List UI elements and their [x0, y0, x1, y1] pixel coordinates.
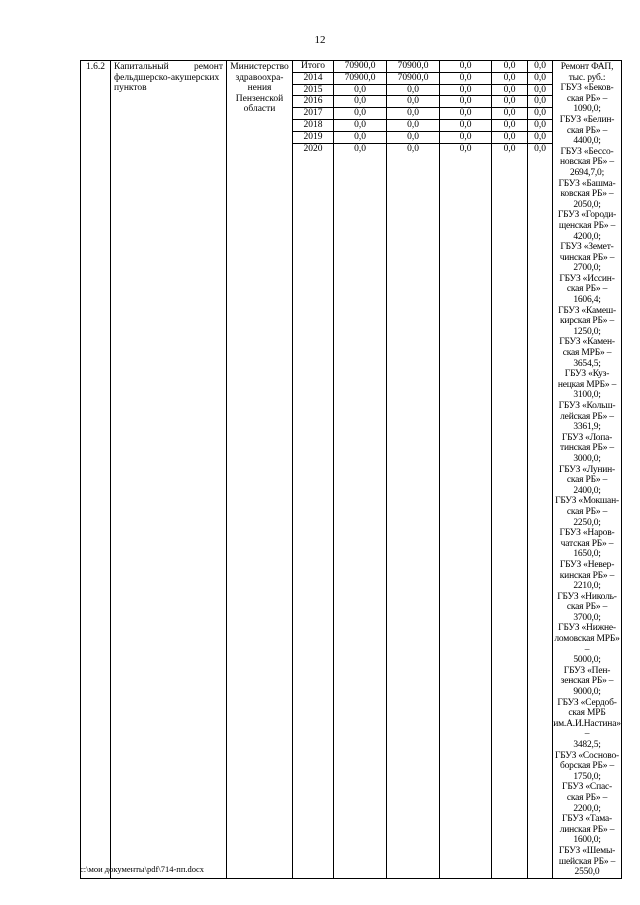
note-line: зенская РБ» – — [560, 676, 614, 687]
note-line: ская РБ» – — [566, 284, 608, 295]
federal-cell: 0,0 — [387, 132, 439, 144]
years-cell: 2018 — [293, 120, 333, 132]
local-cell: 0,0 — [492, 120, 527, 132]
years-cell: 2016 — [293, 96, 333, 108]
note-line: ГБУЗ «Николь- — [557, 591, 617, 602]
federal-column — [387, 61, 440, 879]
note-line: ГБУЗ «Кольш- — [558, 401, 616, 411]
note-line: 5000,0; — [573, 655, 601, 666]
other-cell: 0,0 — [534, 143, 546, 154]
other-cell: 0,0 — [528, 61, 552, 73]
note-line: ская РБ» – — [566, 475, 608, 486]
years-cell: 2019 — [293, 132, 333, 144]
note-line: ГБУЗ «Лопа- — [561, 432, 613, 443]
note-line: ская МРБ — [568, 708, 606, 719]
note-list — [553, 62, 621, 878]
note-line: ская РБ» – — [566, 792, 608, 803]
note-line: 2694,7,0; — [569, 167, 605, 178]
note-line: Ремонт ФАП, — [560, 62, 614, 72]
note-line: чинская РБ» – — [559, 252, 615, 263]
note-line: ГБУЗ «Камеш- — [558, 305, 616, 316]
other-column — [528, 61, 553, 879]
other-cell: 0,0 — [528, 85, 552, 97]
note-line: ГБУЗ «Земет- — [560, 242, 614, 253]
note-line: ская МРБ» – — [562, 348, 612, 359]
note-line: кинская РБ» – — [559, 570, 615, 581]
note-line: 3482,5; — [573, 740, 601, 750]
total-cell: 70900,0 — [334, 61, 386, 73]
note-line: нецкая МРБ» – — [557, 379, 617, 390]
regional-cell: 0,0 — [440, 108, 491, 120]
note-line: ковская РБ» – — [560, 189, 614, 200]
regional-cell: 0,0 — [459, 143, 472, 154]
local-cell: 0,0 — [492, 108, 527, 120]
regional-cell: 0,0 — [440, 61, 491, 73]
total-cell: 0,0 — [334, 96, 386, 108]
note-line: чатская РБ» – — [560, 538, 614, 549]
regional-cell: 0,0 — [440, 73, 491, 85]
note-line: 2550,0 — [574, 867, 600, 878]
other-cell: 0,0 — [528, 73, 552, 85]
note-line: ГБУЗ «Тама- — [561, 814, 612, 825]
total-cell: 0,0 — [334, 132, 386, 144]
local-column — [492, 61, 528, 879]
note-line: 1650,0; — [573, 549, 601, 560]
note-line: 1250,0; — [573, 326, 601, 337]
years-cell: 2020 — [303, 143, 323, 154]
local-cell: 0,0 — [492, 85, 527, 97]
note-line: ская РБ» – — [566, 506, 608, 517]
years-cell: 2015 — [293, 85, 333, 97]
regional-column — [440, 61, 492, 879]
note-line: борская РБ» – — [560, 761, 614, 772]
federal-cell: 0,0 — [387, 96, 439, 108]
note-line: 2250,0; — [573, 517, 601, 528]
note-line: 1600,0; — [573, 835, 601, 846]
total-column — [334, 61, 387, 879]
local-cell: 0,0 — [492, 61, 527, 73]
local-cell: 0,0 — [492, 132, 527, 144]
note-line: 3361,9; — [573, 422, 601, 433]
note-line: новская РБ» – — [560, 157, 614, 168]
note-line: лейская РБ» – — [560, 411, 614, 422]
note-line: ГБУЗ «Городи- — [557, 210, 617, 221]
note-line: 4200,0; — [573, 231, 601, 242]
federal-cell: 0,0 — [387, 85, 439, 97]
note-line: 3100,0; — [573, 390, 601, 401]
note-line: ГБУЗ «Нижне- — [558, 623, 616, 634]
years-cell: 2014 — [293, 73, 333, 85]
note-line: ГБУЗ «Невер- — [559, 559, 615, 570]
note-line: 1606,4; — [573, 295, 601, 306]
note-line: ская РБ» – — [566, 602, 608, 613]
note-line: ГБУЗ «Башма- — [558, 178, 616, 189]
note-line: ГБУЗ «Мокшан- — [555, 496, 619, 507]
note-line: ГБУЗ «Лунин- — [558, 464, 616, 475]
total-cell: 0,0 — [334, 108, 386, 120]
federal-cell: 70900,0 — [387, 61, 439, 73]
note-line: ГБУЗ «Камен- — [559, 337, 615, 348]
note-line: ГБУЗ «Бессо- — [560, 146, 614, 157]
note-line: ГБУЗ «Куз- — [564, 369, 610, 380]
total-cell: 0,0 — [334, 120, 386, 132]
note-line: ГБУЗ «Сердоб- — [557, 697, 617, 708]
executor: Министерство здравоохра-нения Пензенской области — [227, 61, 293, 879]
note-line: 1750,0; — [573, 771, 601, 782]
local-cell: 0,0 — [492, 73, 527, 85]
footer-path: c:\мои документы\pdf\714-пп.docx — [80, 864, 205, 874]
note-line: кирская РБ» – — [559, 316, 615, 327]
local-cell: 0,0 — [503, 143, 516, 154]
note-line: им.А.И.Настина» – — [553, 718, 621, 740]
page-number: 12 — [314, 34, 326, 46]
note-line: 3654,5; — [573, 358, 601, 369]
program-table — [80, 60, 622, 879]
note-line: ская РБ» – — [566, 125, 608, 136]
table-row — [81, 61, 622, 879]
note-line: 3700,0; — [573, 612, 601, 623]
local-cell: 0,0 — [492, 96, 527, 108]
federal-cell: 0,0 — [387, 108, 439, 120]
regional-cell: 0,0 — [440, 85, 491, 97]
note-line: 4400,0; — [573, 136, 601, 147]
measure-name: Капитальный ремонт фельдшерско-акушерских пунктов — [111, 61, 227, 879]
note-line: ГБУЗ «Спас- — [562, 782, 612, 793]
total-cell: 0,0 — [354, 143, 366, 154]
federal-cell: 0,0 — [407, 143, 419, 154]
note-line: тыс. руб.: — [568, 72, 606, 83]
note-line: 1090,0; — [573, 104, 601, 115]
year-column — [293, 61, 334, 879]
row-number: 1.6.2 — [81, 61, 111, 879]
note-line: ГБУЗ «Белин- — [559, 114, 615, 125]
years-cell: Итого — [293, 61, 333, 73]
years-cell: 2017 — [293, 108, 333, 120]
note-line: ломовская МРБ» – — [554, 634, 620, 655]
note-line: шейская РБ» – — [558, 856, 616, 867]
note-line: ГБУЗ «Наров- — [559, 528, 615, 539]
note-line: ГБУЗ «Иссин- — [559, 273, 615, 284]
note-line: 2700,0; — [573, 263, 601, 274]
other-cell: 0,0 — [528, 132, 552, 144]
other-cell: 0,0 — [528, 96, 552, 108]
note-line: 9000,0; — [573, 687, 601, 698]
note-line: 2400,0; — [573, 485, 601, 496]
note-line: ГБУЗ «Шемы- — [558, 845, 616, 856]
note-line: 2050,0; — [573, 199, 601, 210]
note-column — [553, 61, 622, 879]
note-line: ГБУЗ «Беков- — [560, 83, 614, 94]
total-cell: 0,0 — [334, 85, 386, 97]
note-line: линская РБ» – — [559, 824, 615, 835]
note-line: щенская РБ» – — [558, 220, 616, 231]
federal-cell: 0,0 — [387, 120, 439, 132]
note-line: 3000,0; — [573, 453, 601, 464]
other-cell: 0,0 — [528, 120, 552, 132]
regional-cell: 0,0 — [440, 132, 491, 144]
other-cell: 0,0 — [528, 108, 552, 120]
note-line: ГБУЗ «Пен- — [563, 665, 611, 676]
total-cell: 70900,0 — [334, 73, 386, 85]
federal-cell: 70900,0 — [387, 73, 439, 85]
note-line: тинская РБ» – — [560, 443, 614, 454]
note-line: ГБУЗ «Сосново- — [554, 750, 619, 761]
note-line: 2210,0; — [573, 581, 601, 592]
note-line: 2200,0; — [573, 803, 601, 814]
regional-cell: 0,0 — [440, 96, 491, 108]
note-line: ская РБ» – — [566, 93, 608, 104]
regional-cell: 0,0 — [440, 120, 491, 132]
